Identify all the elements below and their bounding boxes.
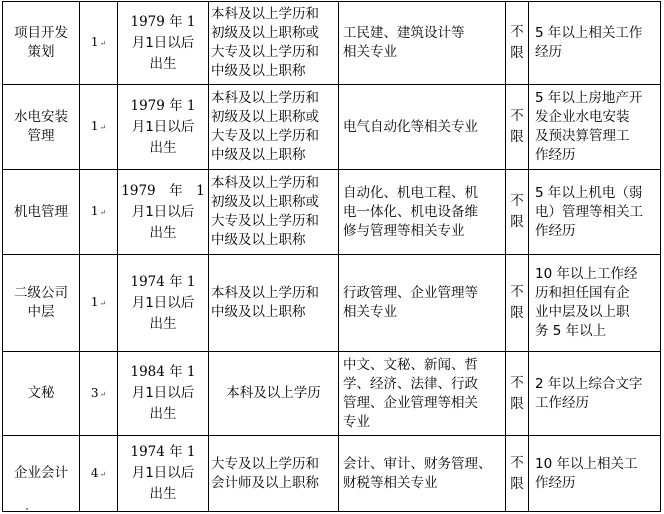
limit-cell [506, 170, 529, 255]
count-value: 3 [90, 385, 99, 400]
cell-line: 及预决算管理工 [535, 128, 630, 144]
return-mark-icon: ↵ [99, 208, 107, 217]
cell-line: 出生 [149, 55, 177, 72]
position-line: 文秘 [27, 385, 55, 401]
experience-cell [529, 2, 661, 85]
cell-line: 2 年以上综合文字 [535, 375, 643, 392]
birth-cell [118, 436, 209, 512]
cell-line: 自动化、机电工程、机 [343, 184, 478, 201]
limit-cell [506, 352, 529, 436]
cell-line: 大专及以上学历和 [211, 213, 319, 229]
cell-line: 限 [510, 129, 524, 145]
cell-line: 1979 年 1 [130, 97, 196, 114]
experience-cell [529, 85, 661, 170]
stray-mark [26, 508, 28, 510]
birth-cell [118, 2, 209, 85]
cell-line: 业中层及以上职 [535, 304, 630, 320]
cell-line: 中级及以上职称 [211, 63, 306, 79]
cell-line: 出生 [149, 406, 177, 422]
major-cell [339, 352, 506, 436]
cell-line: 中级及以上职称 [211, 304, 306, 320]
birth-cell [118, 85, 209, 170]
major-cell [339, 2, 506, 85]
job-requirements-table [2, 1, 661, 512]
position-line: 水电安装 [14, 109, 68, 125]
position-cell [3, 352, 80, 436]
cell-line: 大专及以上学历和 [211, 128, 319, 144]
table-row [3, 85, 661, 170]
cell-line: 中级及以上职称 [211, 147, 306, 163]
birth-cell [118, 255, 209, 352]
position-cell [3, 255, 80, 352]
cell-line: 不 [510, 193, 524, 209]
education-cell [209, 2, 339, 85]
experience-cell [529, 352, 661, 436]
table-row [3, 170, 661, 255]
cell-line: 会计师及以上职称 [211, 474, 319, 491]
cell-line: 电）管理等相关工 [535, 203, 643, 220]
position-line: 机电管理 [14, 203, 68, 220]
cell-line: 工作经历 [535, 394, 589, 411]
cell-line: 经历 [535, 44, 562, 60]
cell-line: 本科及以上学历和 [211, 90, 319, 106]
cell-line: 1979 年 1 [130, 13, 196, 30]
cell-line: 5 年以上机电（弱 [535, 184, 643, 201]
cell-line: 月1日以后 [131, 385, 195, 401]
cell-line: 作经历 [535, 147, 576, 163]
cell-line: 月1日以后 [131, 118, 195, 135]
count-value: 4 [90, 465, 99, 480]
table-row [3, 436, 661, 512]
education-cell [209, 436, 339, 512]
cell-line: 发企业水电安装 [535, 109, 630, 125]
position-line: 项目开发 [14, 25, 68, 41]
cell-line: 月1日以后 [131, 34, 195, 51]
cell-line: 工民建、建筑设计等 [343, 25, 465, 41]
cell-line: 限 [510, 305, 524, 321]
education-cell [209, 85, 339, 170]
cell-line: 10 年以上相关工 [535, 455, 638, 472]
cell-line: 相关专业 [343, 44, 397, 60]
position-line: 二级公司 [14, 285, 68, 301]
cell-line: 作经历 [535, 222, 576, 239]
position-line: 企业会计 [14, 465, 68, 481]
cell-line: 本科及以上学历和 [211, 6, 319, 22]
experience-cell [529, 170, 661, 255]
return-mark-icon: ↵ [99, 389, 107, 399]
return-mark-icon: ↵ [99, 299, 107, 308]
cell-line: 中文、文秘、新闻、哲 [343, 356, 478, 373]
cell-line: 电一体化、机电设备维 [343, 203, 478, 220]
cell-line: 出生 [149, 315, 177, 332]
birth-cell [118, 352, 209, 436]
cell-line: 出生 [149, 224, 177, 241]
count-cell [80, 255, 118, 352]
count-value: 1 [90, 204, 99, 218]
major-cell [339, 255, 506, 352]
cell-line: 相关专业 [343, 304, 397, 320]
cell-line: 会计、审计、财务管理、 [343, 455, 492, 472]
count-cell [80, 2, 118, 85]
cell-line: 出生 [149, 486, 177, 502]
cell-line: 本科及以上学历 [226, 385, 321, 401]
cell-line: 学、经济、法律、行政 [343, 375, 478, 392]
cell-line: 历和担任国有企 [535, 285, 630, 301]
cell-line: 1974 年 1 [130, 273, 196, 290]
experience-cell [529, 436, 661, 512]
limit-cell [506, 255, 529, 352]
cell-line: 修与管理等相关专业 [343, 222, 465, 239]
table-row [3, 352, 661, 436]
count-cell [80, 170, 118, 255]
cell-line: 限 [510, 214, 524, 230]
count-value: 1 [90, 295, 99, 309]
cell-line: 中级及以上职称 [211, 232, 306, 248]
cell-line: 大专及以上学历和 [211, 44, 319, 60]
cell-line: 5 年以上相关工作 [535, 25, 643, 41]
return-mark-icon: ↵ [99, 39, 107, 48]
cell-line: 行政管理、企业管理等 [343, 285, 478, 301]
cell-line: 不 [510, 454, 524, 471]
count-cell [80, 352, 118, 436]
table-row [3, 255, 661, 352]
cell-line: 10 年以上工作经 [535, 266, 638, 282]
cell-line: 1974 年 1 [130, 444, 196, 460]
cell-line: 本科及以上学历和 [211, 285, 319, 301]
return-mark-icon: ↵ [99, 123, 107, 132]
position-line: 中层 [27, 304, 55, 320]
cell-line: 初级及以上职称或 [211, 194, 319, 210]
major-cell [339, 436, 506, 512]
position-cell [3, 436, 80, 512]
cell-line: 专业 [343, 413, 370, 430]
cell-line: 电气自动化等相关专业 [343, 118, 478, 135]
cell-line: 限 [510, 475, 524, 492]
cell-line: 1984 年 1 [130, 364, 196, 380]
cell-line: 管理、企业管理等相关 [343, 394, 478, 411]
cell-line: 大专及以上学历和 [211, 455, 319, 472]
major-cell [339, 85, 506, 170]
position-cell [3, 85, 80, 170]
cell-line: 月1日以后 [131, 465, 195, 481]
count-value: 1 [90, 35, 99, 49]
cell-line: 不 [510, 24, 524, 40]
table-row [3, 2, 661, 85]
cell-line: 月1日以后 [131, 294, 195, 311]
count-cell [80, 85, 118, 170]
education-cell [209, 255, 339, 352]
count-cell [80, 436, 118, 512]
cell-line: 不 [510, 108, 524, 124]
cell-line: 本科及以上学历和 [211, 175, 319, 191]
cell-line: 不 [510, 374, 524, 391]
experience-cell [529, 255, 661, 352]
position-line: 策划 [27, 44, 55, 60]
education-cell [209, 352, 339, 436]
limit-cell [506, 2, 529, 85]
cell-line: 1979 年 1 [121, 182, 205, 199]
position-cell [3, 170, 80, 255]
major-cell [339, 170, 506, 255]
count-value: 1 [90, 119, 99, 133]
cell-line: 财税等相关专业 [343, 474, 438, 491]
cell-line: 务 5 年以上 [535, 323, 607, 339]
cell-line: 月1日以后 [131, 203, 195, 220]
position-cell [3, 2, 80, 85]
cell-line: 作经历 [535, 474, 576, 491]
limit-cell [506, 436, 529, 512]
cell-line: 5 年以上房地产开 [535, 90, 643, 106]
position-line: 管理 [27, 128, 55, 144]
cell-line: 初级及以上职称或 [211, 109, 319, 125]
cell-line: 限 [510, 395, 524, 412]
return-mark-icon: ↵ [99, 469, 107, 479]
cell-line: 出生 [149, 139, 177, 156]
cell-line: 限 [510, 45, 524, 61]
cell-line: 初级及以上职称或 [211, 25, 319, 41]
limit-cell [506, 85, 529, 170]
birth-cell [118, 170, 209, 255]
education-cell [209, 170, 339, 255]
cell-line: 不 [510, 284, 524, 300]
